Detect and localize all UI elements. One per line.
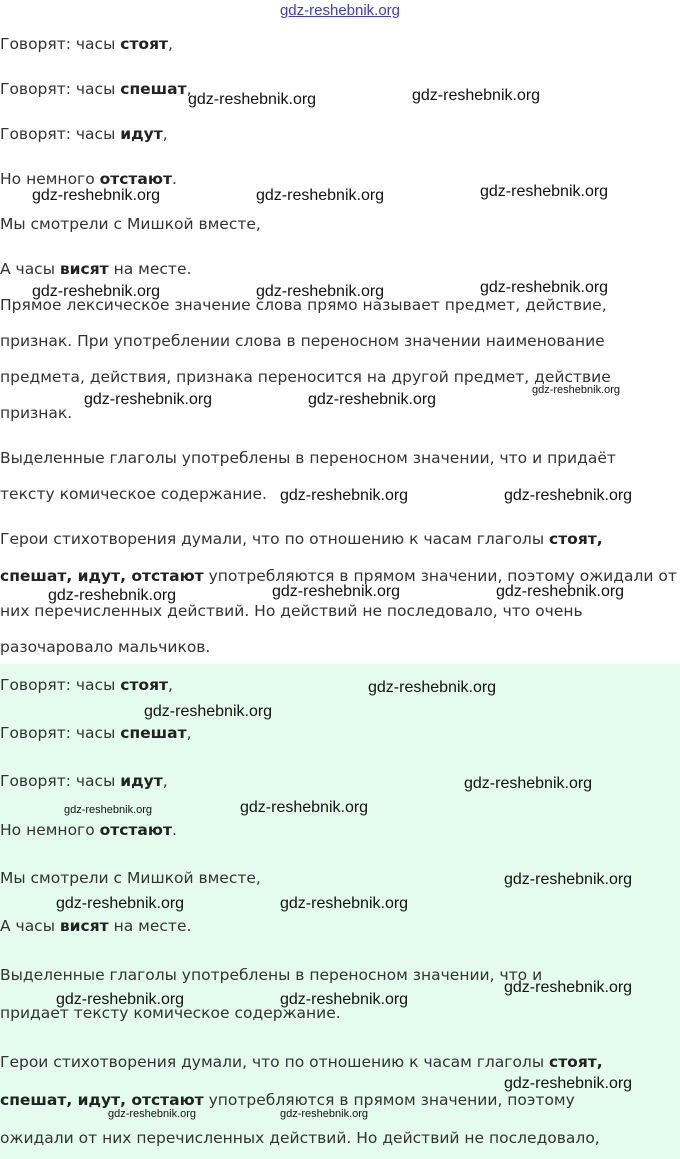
poem-line-1 bbox=[0, 675, 173, 695]
explanation-line: тексту комическое содержание. bbox=[0, 485, 267, 503]
poem-text: Говорят: часы bbox=[0, 772, 121, 790]
highlighted-verb: стоят, bbox=[549, 1053, 603, 1071]
watermark: gdz-reshebnik.org bbox=[84, 391, 213, 408]
watermark: gdz-reshebnik.org bbox=[188, 91, 317, 108]
watermark: gdz-reshebnik.org bbox=[532, 384, 621, 396]
explanation-line: разочаровало мальчиков. bbox=[0, 638, 211, 656]
poem-punct: , bbox=[162, 125, 168, 143]
poem-text: Говорят: часы bbox=[0, 676, 121, 694]
poem-text: Говорят: часы bbox=[0, 35, 121, 53]
explanation-line: них перечисленных действий. Но действий не последовало, что очень bbox=[0, 602, 583, 620]
watermark: gdz-reshebnik.org bbox=[464, 775, 593, 792]
explanation-text: употребляются в прямом значении, поэтому ожидали от bbox=[203, 567, 677, 585]
poem-line-4 bbox=[0, 820, 177, 840]
watermark: gdz-reshebnik.org bbox=[256, 187, 385, 204]
answer-line: Выделенные глаголы употреблены в переносном значении, что и bbox=[0, 966, 543, 984]
highlighted-verb: стоят bbox=[120, 35, 169, 53]
watermark: gdz-reshebnik.org bbox=[480, 279, 609, 296]
site-link[interactable]: gdz-reshebnik.org bbox=[279, 2, 401, 19]
highlighted-verb: идут bbox=[120, 772, 163, 790]
poem-text: Говорят: часы bbox=[0, 125, 121, 143]
explanation-text: Герои стихотворения думали, что по отношению к часам глаголы bbox=[0, 530, 549, 548]
explanation-line: Выделенные глаголы употреблены в переносном значении, что и придаёт bbox=[0, 449, 616, 467]
poem-text: Говорят: часы bbox=[0, 80, 121, 98]
poem-line-6 bbox=[0, 259, 191, 279]
highlighted-verb: спешат, идут, отстают bbox=[0, 1091, 204, 1109]
watermark: gdz-reshebnik.org bbox=[368, 679, 497, 696]
poem-line-5: Мы смотрели с Мишкой вместе, bbox=[0, 869, 261, 887]
poem-text: Говорят: часы bbox=[0, 724, 121, 742]
watermark: gdz-reshebnik.org bbox=[308, 391, 437, 408]
answer-text: Герои стихотворения думали, что по отношению к часам глаголы bbox=[0, 1053, 549, 1071]
watermark: gdz-reshebnik.org bbox=[504, 979, 633, 996]
watermark: gdz-reshebnik.org bbox=[412, 87, 541, 104]
highlighted-verb: стоят, bbox=[549, 530, 603, 548]
watermark: gdz-reshebnik.org bbox=[144, 703, 273, 720]
watermark: gdz-reshebnik.org bbox=[48, 587, 177, 604]
watermark: gdz-reshebnik.org bbox=[480, 183, 609, 200]
watermark: gdz-reshebnik.org bbox=[56, 991, 185, 1008]
poem-punct: , bbox=[162, 772, 168, 790]
highlighted-verb: висят bbox=[59, 917, 109, 935]
poem-punct: . bbox=[171, 821, 177, 839]
poem-line-3 bbox=[0, 771, 168, 791]
poem-line-3 bbox=[0, 124, 168, 144]
watermark: gdz-reshebnik.org bbox=[504, 1075, 633, 1092]
highlighted-verb: стоят bbox=[120, 676, 169, 694]
poem-punct: , bbox=[168, 35, 173, 53]
highlighted-verb: отстают bbox=[99, 170, 172, 188]
poem-punct: , bbox=[186, 724, 192, 742]
watermark: gdz-reshebnik.org bbox=[280, 991, 409, 1008]
answer-line bbox=[0, 1052, 603, 1072]
answer-line: придает тексту комическое содержание. bbox=[0, 1004, 341, 1022]
poem-text: А часы bbox=[0, 917, 60, 935]
watermark: gdz-reshebnik.org bbox=[272, 583, 401, 600]
poem-line-6 bbox=[0, 916, 191, 936]
watermark: gdz-reshebnik.org bbox=[64, 804, 153, 816]
poem-punct: , bbox=[168, 676, 173, 694]
watermark: gdz-reshebnik.org bbox=[496, 583, 625, 600]
watermark: gdz-reshebnik.org bbox=[280, 1108, 369, 1120]
answer-text: употребляются в прямом значении, поэтому bbox=[203, 1091, 575, 1109]
poem-line-5: Мы смотрели с Мишкой вместе, bbox=[0, 215, 261, 233]
poem-punct: , bbox=[186, 80, 192, 98]
explanation-line: признак. При употреблении слова в переносном значении наименование bbox=[0, 332, 605, 350]
watermark: gdz-reshebnik.org bbox=[32, 283, 161, 300]
watermark: gdz-reshebnik.org bbox=[56, 895, 185, 912]
answer-line: ожидали от них перечисленных действий. Но действий не последовало, bbox=[0, 1129, 600, 1147]
poem-punct: . bbox=[171, 170, 177, 188]
watermark: gdz-reshebnik.org bbox=[504, 487, 633, 504]
highlighted-verb: спешат bbox=[120, 724, 187, 742]
watermark: gdz-reshebnik.org bbox=[504, 871, 633, 888]
poem-line-1 bbox=[0, 34, 173, 54]
highlighted-verb: спешат, идут, отстают bbox=[0, 567, 204, 585]
poem-line-4 bbox=[0, 169, 177, 189]
watermark: gdz-reshebnik.org bbox=[240, 799, 369, 816]
poem-line-2 bbox=[0, 79, 192, 99]
explanation-line: Прямое лексическое значение слова прямо называет предмет, действие, bbox=[0, 296, 607, 314]
answer-line bbox=[0, 1090, 575, 1110]
poem-text: на месте. bbox=[108, 260, 192, 278]
poem-text: Но немного bbox=[0, 821, 100, 839]
highlighted-verb: спешат bbox=[120, 80, 187, 98]
watermark: gdz-reshebnik.org bbox=[280, 487, 409, 504]
explanation-line: предмета, действия, признака переносится на другой предмет, действие bbox=[0, 368, 611, 386]
highlighted-verb: отстают bbox=[99, 821, 172, 839]
watermark: gdz-reshebnik.org bbox=[256, 283, 385, 300]
poem-text: на месте. bbox=[108, 917, 192, 935]
poem-line-2 bbox=[0, 723, 192, 743]
watermark: gdz-reshebnik.org bbox=[280, 895, 409, 912]
poem-text: Но немного bbox=[0, 170, 100, 188]
highlighted-verb: висят bbox=[59, 260, 109, 278]
explanation-line: признак. bbox=[0, 404, 73, 422]
poem-text: А часы bbox=[0, 260, 60, 278]
watermark: gdz-reshebnik.org bbox=[108, 1108, 197, 1120]
explanation-line bbox=[0, 529, 603, 549]
watermark: gdz-reshebnik.org bbox=[32, 187, 161, 204]
highlighted-verb: идут bbox=[120, 125, 163, 143]
